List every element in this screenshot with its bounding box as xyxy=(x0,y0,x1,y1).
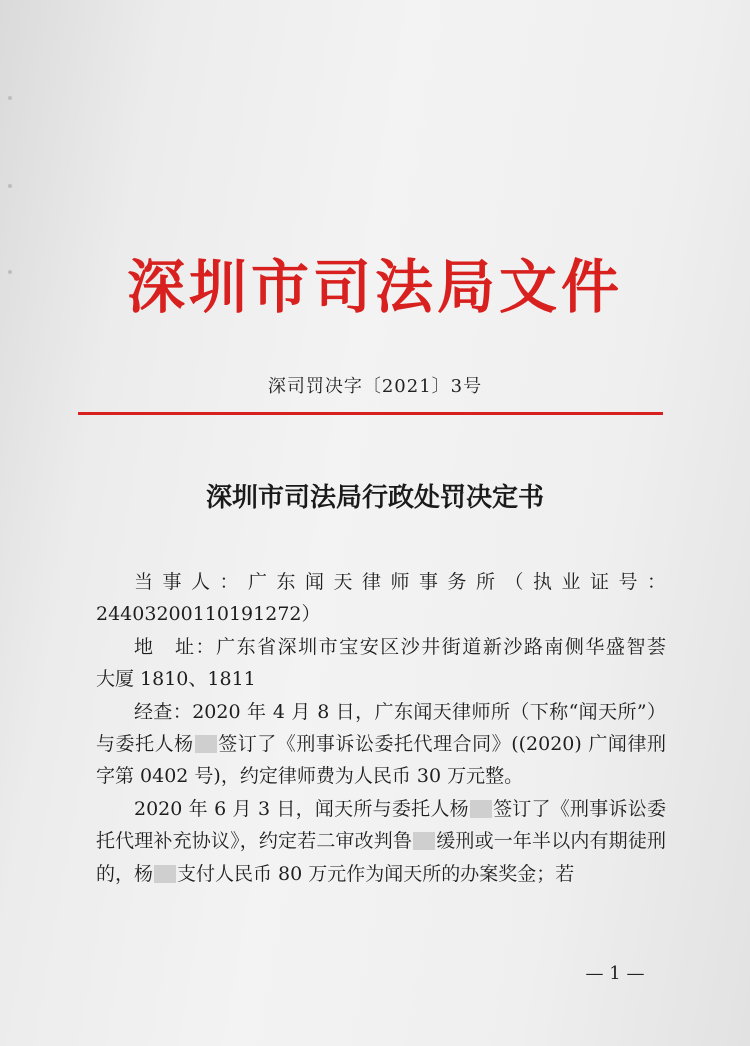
redaction-mask xyxy=(470,800,492,818)
supplement-paragraph xyxy=(96,793,666,890)
binding-hole-mark xyxy=(8,184,12,188)
party-paragraph xyxy=(96,566,666,598)
issuer-header: 深圳市司法局文件 xyxy=(126,253,623,321)
address-label: 地 址： xyxy=(134,635,217,658)
document-title: 深圳市司法局行政处罚决定书 xyxy=(205,483,544,513)
party-label: 当事人： xyxy=(134,571,248,593)
investigation-text-a: 经查：2020 年 4 月 8 日，广东闻天律师所（下称“闻天所”）与委托人杨 xyxy=(96,700,666,756)
page-number: — 1 — xyxy=(585,963,645,984)
red-separator-line xyxy=(78,412,663,415)
supplement-text-d: 支付人民币 80 万元作为闻天所的办案奖金；若 xyxy=(177,862,575,885)
address-paragraph xyxy=(96,631,666,663)
party-name: 广东闻天律师事务所（执业证号： xyxy=(248,571,666,593)
document-number: 深司罚决字〔2021〕3号 xyxy=(267,376,483,397)
address-text: 广东省深圳市宝安区沙井街道新沙路南侧华盛智荟 xyxy=(216,635,666,658)
address-continuation: 大厦 1810、1811 xyxy=(96,668,256,691)
supplement-text-b: 签订了《刑事诉讼委托代理补充协议》，约定若二审改判鲁 xyxy=(96,797,666,853)
supplement-text-a: 2020 年 6 月 3 日，闻天所与委托人杨 xyxy=(134,797,469,820)
redaction-mask xyxy=(154,865,176,883)
redaction-mask xyxy=(413,832,435,850)
document-body xyxy=(96,566,666,890)
binding-hole-mark xyxy=(8,96,12,100)
party-license-number: 24403200110191272） xyxy=(96,603,321,626)
investigation-text-b: 签订了《刑事诉讼委托代理合同》((2020) 广闻律刑字第 0402 号)，约定律师费为人民币 30 万元整。 xyxy=(96,733,666,788)
redaction-mask xyxy=(195,735,217,753)
supplement-text-c: 缓刑或一年半以内有期徒刑的，杨 xyxy=(96,830,666,885)
investigation-paragraph xyxy=(96,696,666,793)
